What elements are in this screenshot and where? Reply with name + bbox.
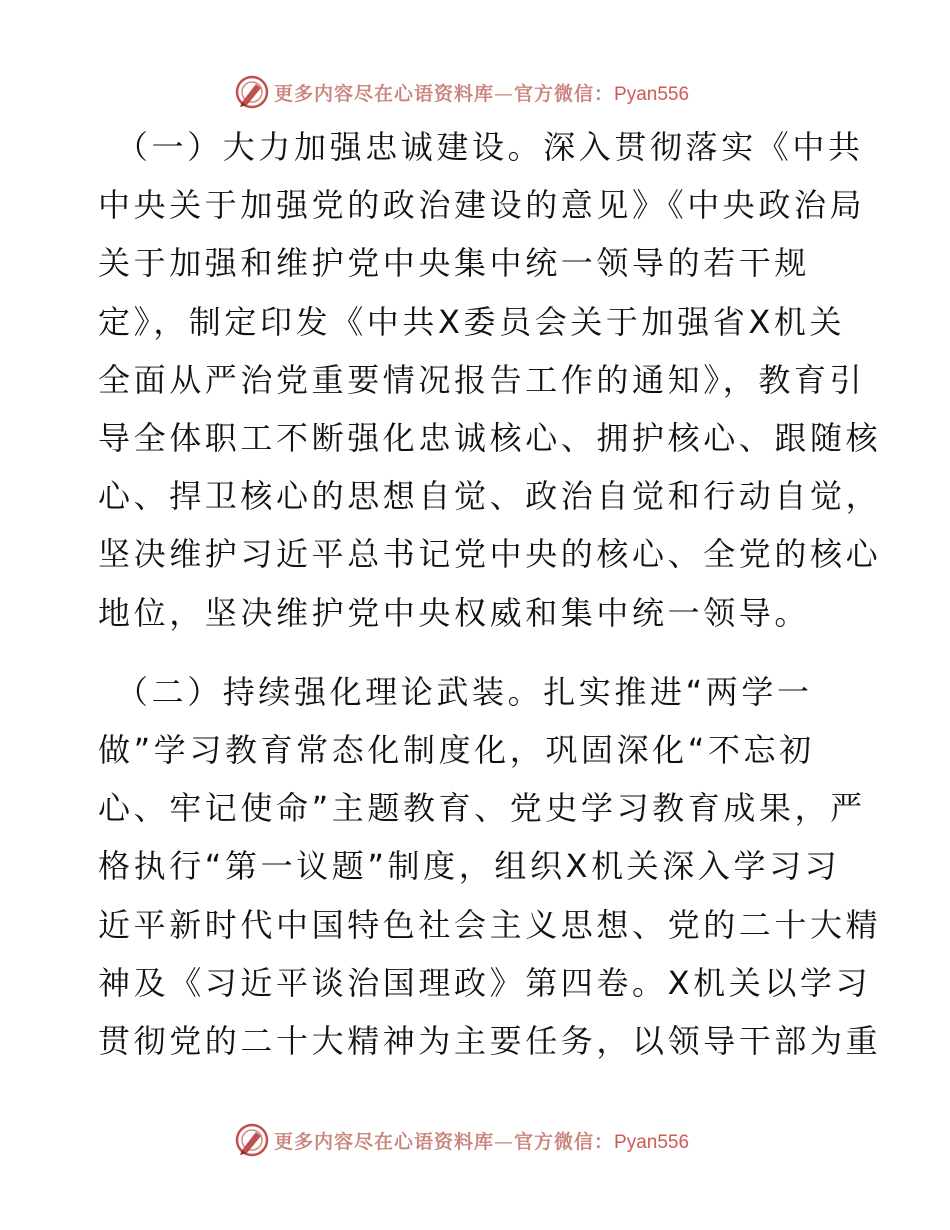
text-line: 全面从严治党重要情况报告工作的通知》，教育引: [98, 360, 866, 399]
watermark-header: [234, 72, 689, 112]
watermark-text: [274, 1127, 689, 1154]
watermark-separator: —: [494, 1130, 515, 1153]
text-line: 心、牢记使命”主题教育、党史学习教育成果，严: [98, 789, 866, 828]
watermark-wechat-id: Pyan556: [614, 83, 690, 105]
paragraph-theory: [98, 663, 882, 1070]
text-line: 做”学习教育常态化制度化，巩固深化“不忘初: [98, 731, 815, 770]
text-line: 近平新时代中国特色社会主义思想、党的二十大精: [98, 905, 882, 944]
text-line: 神及《习近平谈治国理政》第四卷。X机关以学习: [98, 963, 872, 1002]
pen-logo-icon: [234, 74, 270, 110]
watermark-text: [274, 79, 689, 106]
text-line: 中央关于加强党的政治建设的意见》《中央政治局: [98, 186, 866, 225]
text-line: （一）大力加强忠诚建设。深入贯彻落实《中共: [116, 128, 864, 166]
text-line: 坚决维护习近平总书记党中央的核心、全党的核心: [98, 535, 882, 574]
pen-logo-icon: [234, 1122, 270, 1158]
watermark-brand: 更多内容尽在心语资料库: [274, 1130, 495, 1153]
watermark-wechat-id: Pyan556: [614, 1131, 690, 1153]
text-line: 心、捍卫核心的思想自觉、政治自觉和行动自觉，: [98, 477, 882, 516]
text-line: （二）持续强化理论武装。扎实推进“两学一: [116, 672, 813, 711]
document-body: [98, 118, 882, 1070]
text-line: 导全体职工不断强化忠诚核心、拥护核心、跟随核: [98, 419, 882, 458]
text-line: 地位，坚决维护党中央权威和集中统一领导。: [98, 593, 811, 632]
watermark-brand: 更多内容尽在心语资料库: [274, 82, 495, 105]
text-line: 贯彻党的二十大精神为主要任务，以领导干部为重: [98, 1022, 882, 1061]
watermark-official: 官方微信：: [514, 1130, 615, 1153]
text-line: 定》，制定印发《中共X委员会关于加强省X机关: [98, 302, 846, 341]
text-line: 关于加强和维护党中央集中统一领导的若干规: [98, 244, 811, 283]
text-line: 格执行“第一议题”制度，组织X机关深入学习习: [98, 847, 841, 886]
paragraph-loyalty: [98, 118, 882, 642]
watermark-official: 官方微信：: [514, 82, 615, 105]
watermark-footer: [234, 1120, 689, 1160]
watermark-separator: —: [494, 82, 515, 105]
